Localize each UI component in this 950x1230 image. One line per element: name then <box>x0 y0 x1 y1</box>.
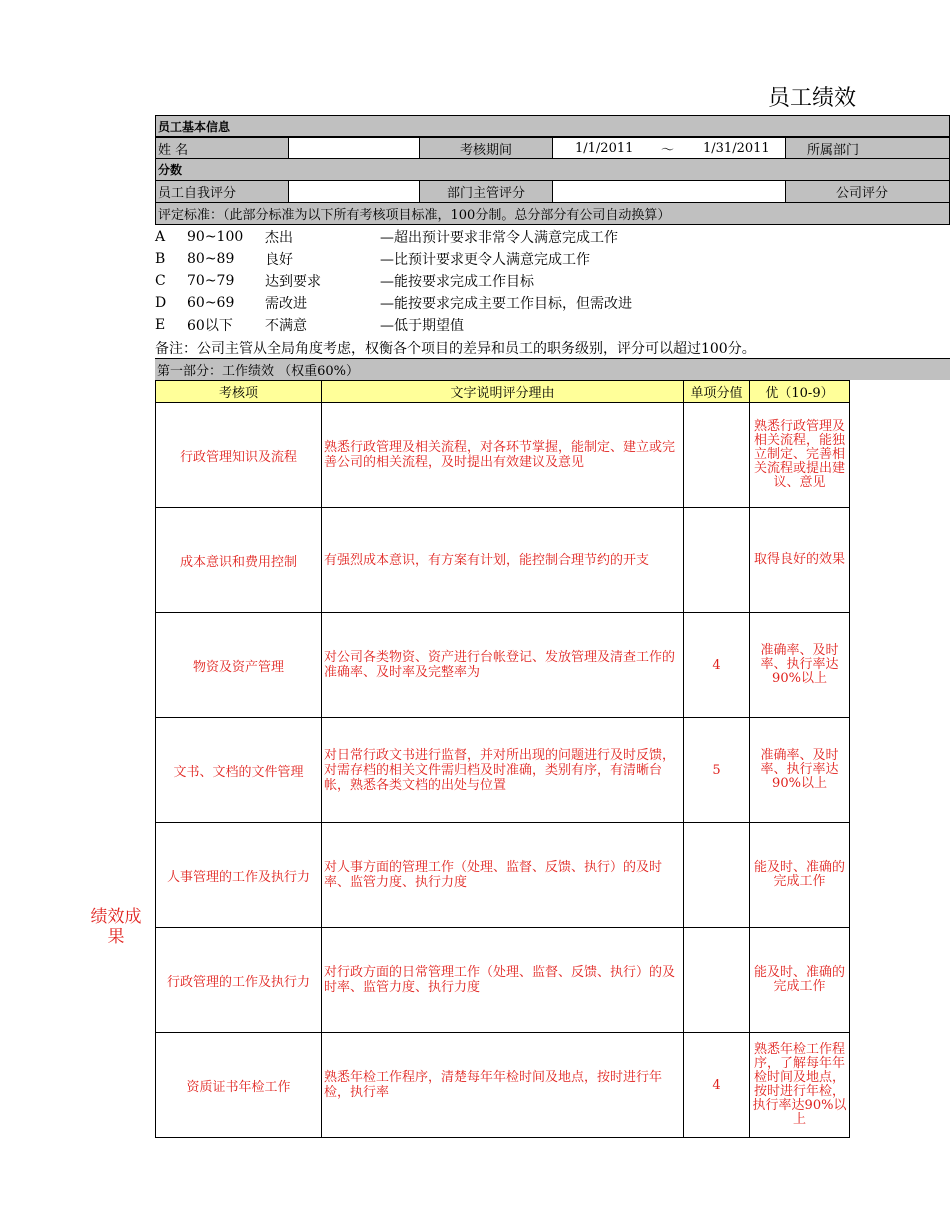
grade-name: 需改进 <box>265 296 307 312</box>
excellent-cell: 熟悉行政管理及相关流程，能独立制定、完善相关流程或提出建议、意见 <box>750 403 850 508</box>
score-cell[interactable]: 4 <box>684 613 750 718</box>
self-score-field[interactable] <box>288 181 419 202</box>
score-cell[interactable] <box>684 508 750 613</box>
desc-cell: 对人事方面的管理工作（处理、监督、反馈、执行）的及时率、监管力度、执行力度 <box>322 823 684 928</box>
desc-cell: 对日常行政文书进行监督，并对所出现的问题进行及时反馈，对需存档的相关文件需归档及时准确，类别有序，有清晰台帐，熟悉各类文档的出处与位置 <box>322 718 684 823</box>
col-header-score: 单项分值 <box>684 381 750 403</box>
score-cell[interactable] <box>684 823 750 928</box>
part1-header-label: 第一部分：工作绩效 （权重60%） <box>157 364 360 379</box>
name-label: 姓 名 <box>158 142 189 158</box>
excellent-cell: 能及时、准确的完成工作 <box>750 928 850 1033</box>
table-row <box>156 508 850 613</box>
grade-letter: E <box>155 317 166 333</box>
score-header-label: 分数 <box>158 163 183 177</box>
score-header <box>155 159 950 181</box>
table-row <box>156 403 850 508</box>
company-score-label: 公司评分 <box>785 181 950 202</box>
item-cell: 行政管理知识及流程 <box>156 403 322 508</box>
grade-name: 杰出 <box>265 230 293 246</box>
table-row <box>156 1033 850 1138</box>
score-cell[interactable] <box>684 928 750 1033</box>
grade-range: 70~79 <box>187 273 235 289</box>
grade-name: 达到要求 <box>265 274 321 290</box>
grade-range: 60~69 <box>187 295 235 311</box>
col-header-excellent: 优（10-9） <box>750 381 850 403</box>
grade-desc: —能按要求完成工作目标 <box>380 274 534 290</box>
grade-letter: D <box>155 295 167 311</box>
performance-side-label: 绩效成果 <box>90 907 142 947</box>
grade-range: 90~100 <box>187 229 244 245</box>
period-range[interactable] <box>552 138 785 158</box>
self-score-label: 员工自我评分 <box>158 186 237 201</box>
period-end: 1/31/2011 <box>703 140 770 156</box>
grade-desc: —低于期望值 <box>380 318 464 334</box>
table-row <box>156 613 850 718</box>
page-title: 员工绩效 <box>768 86 857 111</box>
item-cell: 人事管理的工作及执行力 <box>156 823 322 928</box>
score-cell[interactable]: 5 <box>684 718 750 823</box>
score-cell[interactable]: 4 <box>684 1033 750 1138</box>
grade-letter: A <box>155 229 166 245</box>
dept-mgr-score-field[interactable] <box>552 181 785 202</box>
dept-label: 所属部门 <box>785 138 950 158</box>
period-label: 考核期间 <box>419 138 552 158</box>
item-cell: 文书、文档的文件管理 <box>156 718 322 823</box>
desc-cell: 对行政方面的日常管理工作（处理、监督、反馈、执行）的及时率、监管力度、执行力度 <box>322 928 684 1033</box>
basic-info-row <box>155 137 950 159</box>
item-cell: 行政管理的工作及执行力 <box>156 928 322 1033</box>
score-cell[interactable] <box>684 403 750 508</box>
part1-header <box>155 358 950 380</box>
score-row <box>155 181 950 203</box>
grade-name: 不满意 <box>265 318 307 334</box>
excellent-cell: 能及时、准确的完成工作 <box>750 823 850 928</box>
basic-info-header <box>155 115 950 137</box>
table-row <box>156 823 850 928</box>
basic-info-header-label: 员工基本信息 <box>158 119 231 134</box>
grade-desc: —比预计要求更令人满意完成工作 <box>380 252 590 268</box>
criteria-note <box>155 337 950 359</box>
dept-mgr-score-label: 部门主管评分 <box>419 181 552 202</box>
grade-desc: —能按要求完成主要工作目标，但需改进 <box>380 296 632 312</box>
period-separator: ～ <box>661 142 675 158</box>
name-field[interactable] <box>288 138 419 158</box>
criteria-header-label: 评定标准：（此部分标准为以下所有考核项目标准，100分制。总分部分有公司自动换算） <box>158 208 671 223</box>
table-row <box>156 718 850 823</box>
grade-name: 良好 <box>265 252 293 268</box>
grade-letter: C <box>155 273 166 289</box>
col-header-desc: 文字说明评分理由 <box>322 381 684 403</box>
excellent-cell: 取得良好的效果 <box>750 508 850 613</box>
table-row <box>156 928 850 1033</box>
desc-cell: 熟悉年检工作程序，清楚每年年检时间及地点，按时进行年检，执行率 <box>322 1033 684 1138</box>
excellent-cell: 准确率、及时率、执行率达90%以上 <box>750 613 850 718</box>
grade-range: 60以下 <box>187 318 233 334</box>
item-cell: 物资及资产管理 <box>156 613 322 718</box>
performance-table <box>155 380 850 1138</box>
period-start: 1/1/2011 <box>575 140 634 156</box>
grade-letter: B <box>155 251 166 267</box>
item-cell: 成本意识和费用控制 <box>156 508 322 613</box>
col-header-item: 考核项 <box>156 381 322 403</box>
table-header-row <box>156 381 850 403</box>
grade-desc: —超出预计要求非常令人满意完成工作 <box>380 230 618 246</box>
excellent-cell: 熟悉年检工作程序，了解每年年检时间及地点，按时进行年检，执行率达90%以上 <box>750 1033 850 1138</box>
criteria-note-text: 备注：公司主管从全局角度考虑，权衡各个项目的差异和员工的职务级别，评分可以超过100分。 <box>155 341 756 357</box>
desc-cell: 熟悉行政管理及相关流程，对各环节掌握，能制定、建立或完善公司的相关流程，及时提出有效建议及意见 <box>322 403 684 508</box>
desc-cell: 有强烈成本意识，有方案有计划，能控制合理节约的开支 <box>322 508 684 613</box>
excellent-cell: 准确率、及时率、执行率达90%以上 <box>750 718 850 823</box>
grade-range: 80~89 <box>187 251 235 267</box>
item-cell: 资质证书年检工作 <box>156 1033 322 1138</box>
criteria-header <box>155 203 950 225</box>
desc-cell: 对公司各类物资、资产进行台帐登记、发放管理及清查工作的准确率、及时率及完整率为 <box>322 613 684 718</box>
